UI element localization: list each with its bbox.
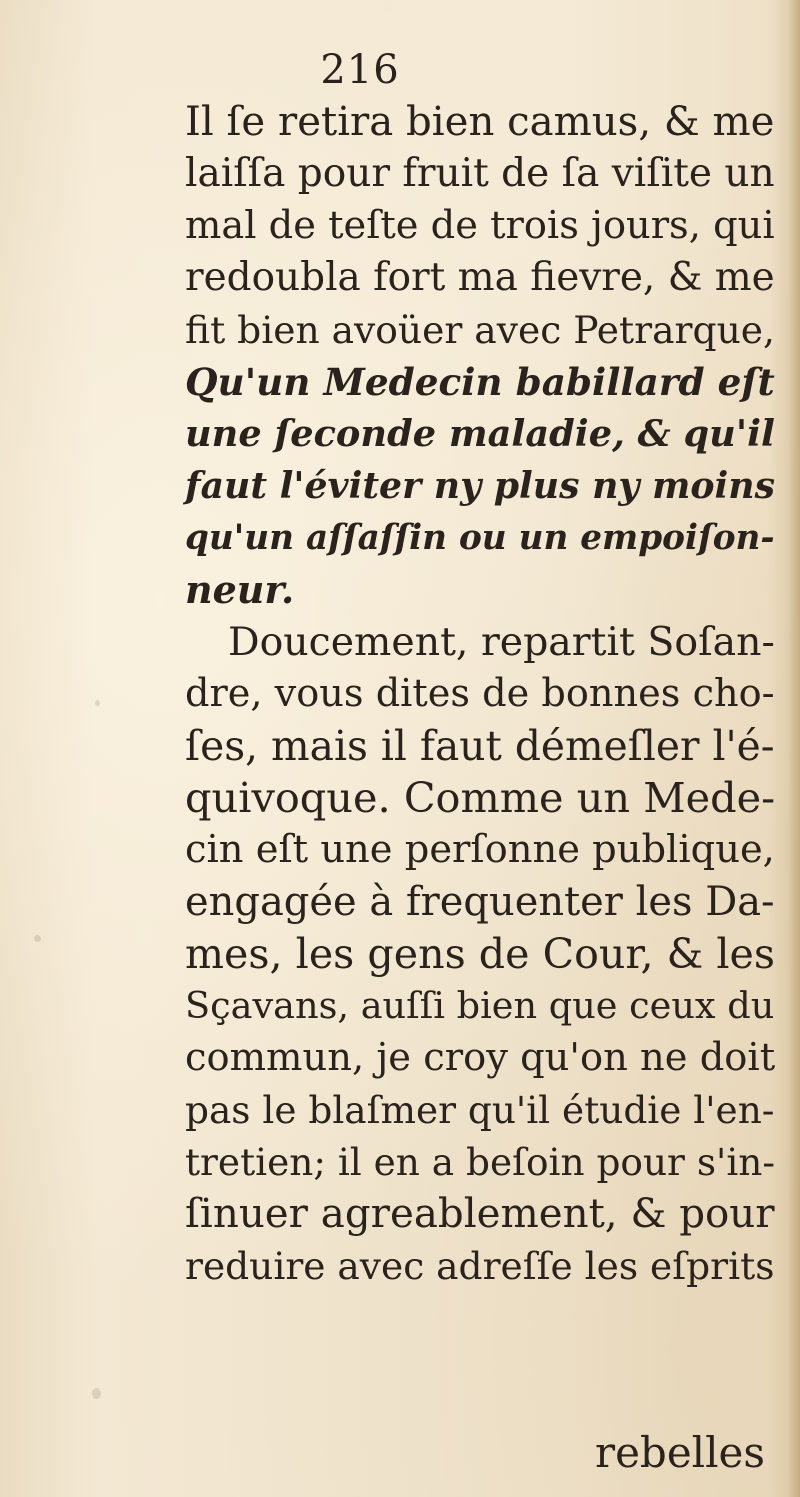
page-number bbox=[0, 44, 800, 96]
page-number-text: 216 bbox=[320, 47, 400, 93]
text-line: laiſſa pour fruit de ſa viſite un bbox=[185, 151, 775, 196]
quote-line: une ſeconde maladie, & qu'il bbox=[185, 412, 775, 455]
text-line: cin eſt une perſonne publique, bbox=[185, 827, 775, 872]
page-edge-shadow bbox=[788, 0, 800, 1497]
text-line: reduire avec adreſſe les eſprits bbox=[185, 1244, 775, 1288]
catchword: rebelles bbox=[595, 1428, 765, 1477]
text-line: engagée à frequenter les Da- bbox=[185, 879, 775, 925]
text-line: dre, vous dites de bonnes cho- bbox=[185, 672, 775, 716]
quote-line: Qu'un Medecin babillard eſt bbox=[185, 360, 775, 404]
foxing-spot bbox=[34, 935, 41, 942]
text-line: pas le blaſmer qu'il étudie l'en- bbox=[185, 1088, 775, 1132]
quote-line: qu'un aſſaſſin ou un empoiſon- bbox=[185, 518, 775, 558]
foxing-spot bbox=[92, 1388, 101, 1399]
foxing-spot bbox=[95, 700, 100, 706]
text-line: commun, je croy qu'on ne doit bbox=[185, 1035, 776, 1080]
text-line: mal de teſte de trois jours, qui bbox=[185, 203, 775, 248]
text-line: ſes, mais il faut démeſler l'é- bbox=[185, 722, 775, 770]
quote-line: faut l'éviter ny plus ny moins bbox=[185, 464, 775, 507]
text-line: tretien; il en a beſoin pour s'in- bbox=[185, 1140, 776, 1184]
text-line: Doucement, repartit Soſan- bbox=[228, 619, 775, 665]
text-line: redoubla fort ma fievre, & me bbox=[185, 255, 775, 300]
text-line: fit bien avoüer avec Petrarque, bbox=[185, 308, 775, 352]
text-line: quivoque. Comme un Mede- bbox=[185, 774, 776, 822]
quote-line: neur. bbox=[185, 567, 295, 612]
text-line: Il ſe retira bien camus, & me bbox=[185, 99, 775, 145]
text-line: mes, les gens de Cour, & les bbox=[185, 930, 776, 978]
text-line: Sçavans, auſſi bien que ceux du bbox=[185, 984, 775, 1027]
text-line: ſinuer agreablement, & pour bbox=[185, 1190, 775, 1237]
